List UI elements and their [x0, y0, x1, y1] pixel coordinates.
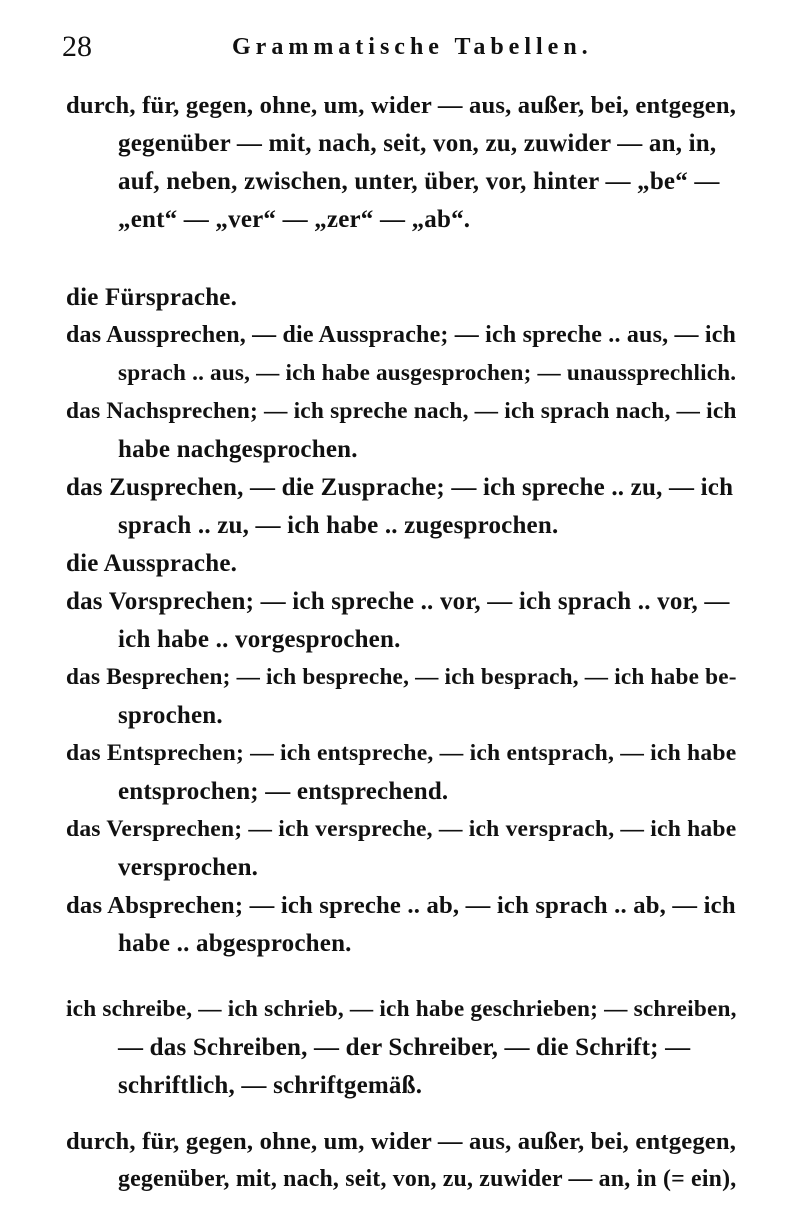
entry-line: schriftlich, — schriftgemäß.: [118, 1072, 423, 1099]
text-line: auf, neben, zwischen, unter, über, vor, hinter — „be“ —: [118, 168, 720, 195]
entry-line: sprach .. aus, — ich habe ausgesprochen; — unaussprechlich.: [118, 360, 737, 386]
entry-line: — das Schreiben, — der Schreiber, — die Schrift; —: [118, 1034, 691, 1061]
entry-line: habe .. abgesprochen.: [118, 930, 352, 957]
text-line: durch, für, gegen, ohne, um, wider — aus, außer, bei, entgegen,: [66, 92, 737, 119]
entry-line: ich habe .. vorgesprochen.: [118, 626, 401, 653]
entry-line: sprach .. zu, — ich habe .. zugesprochen.: [118, 512, 559, 539]
entry-line: habe nachgesprochen.: [118, 436, 358, 463]
entry-line: sprochen.: [118, 702, 223, 729]
entry-line: versprochen.: [118, 854, 259, 881]
text-line: durch, für, gegen, ohne, um, wider — aus, außer, bei, entgegen,: [66, 1128, 737, 1155]
entry-line: das Entsprechen; — ich entspreche, — ich entsprach, — ich habe: [66, 740, 737, 766]
entry-line: das Zusprechen, — die Zusprache; — ich spreche .. zu, — ich: [66, 474, 734, 501]
entry-line: das Besprechen; — ich bespreche, — ich besprach, — ich habe be-: [66, 664, 737, 690]
page-number: 28: [62, 30, 92, 63]
entry-line: die Fürsprache.: [66, 284, 238, 311]
entry-line: das Nachsprechen; — ich spreche nach, — ich sprach nach, — ich: [66, 398, 737, 424]
page-header: [62, 30, 742, 70]
entry-line: das Versprechen; — ich verspreche, — ich versprach, — ich habe: [66, 816, 737, 842]
entry-line: die Aussprache.: [66, 550, 238, 577]
entry-line: das Absprechen; — ich spreche .. ab, — ich sprach .. ab, — ich: [66, 892, 736, 919]
text-line: „ent“ — „ver“ — „zer“ — „ab“.: [118, 206, 471, 233]
entry-line: das Aussprechen, — die Aussprache; — ich spreche .. aus, — ich: [66, 322, 737, 348]
entry-line: das Vorsprechen; — ich spreche .. vor, — ich sprach .. vor, —: [66, 588, 730, 615]
entry-line: ich schreibe, — ich schrieb, — ich habe geschrieben; — schreiben,: [66, 996, 737, 1022]
entry-line: entsprochen; — entsprechend.: [118, 778, 449, 805]
text-line: gegenüber — mit, nach, seit, von, zu, zuwider — an, in,: [118, 130, 717, 157]
text-line: gegenüber, mit, nach, seit, von, zu, zuwider — an, in (= ein),: [118, 1166, 737, 1192]
running-title: Grammatische Tabellen.: [232, 34, 593, 60]
